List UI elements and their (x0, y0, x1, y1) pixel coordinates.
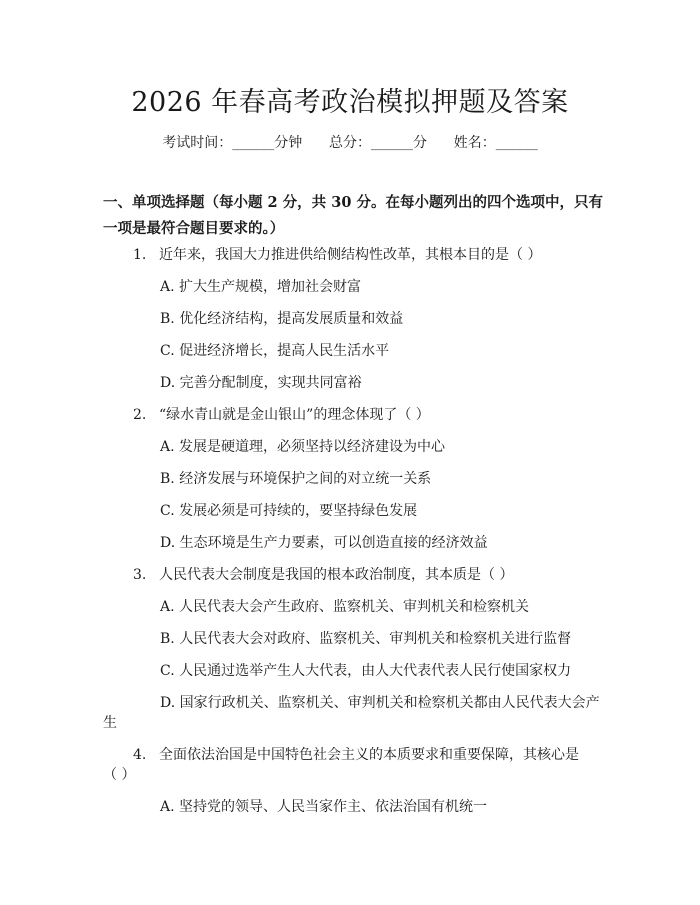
exam-info: 考试时间：______分钟 总分：______分 姓名：______ (162, 135, 538, 151)
question-stem: 人民代表大会制度是我国的根本政治制度，其本质是（ ） (159, 567, 514, 583)
option-c: C. 人民通过选举产生人大代表，由人大代表代表人民行使国家权力 (160, 663, 572, 679)
question-1 (133, 244, 541, 264)
question-number: 1. (133, 247, 147, 263)
question-stem-continuation: （ ） (103, 767, 136, 783)
question-stem: 近年来，我国大力推进供给侧结构性改革，其根本目的是（ ） (159, 247, 542, 263)
question-2 (133, 404, 430, 424)
question-stem: 全面依法治国是中国特色社会主义的本质要求和重要保障，其核心是 (159, 747, 579, 763)
option-d: D. 生态环境是生产力要素，可以创造直接的经济效益 (160, 535, 488, 551)
question-4 (133, 744, 579, 764)
question-number: 2. (133, 407, 147, 423)
option-a: A. 扩大生产规模，增加社会财富 (160, 279, 362, 295)
option-a: A. 发展是硬道理，必须坚持以经济建设为中心 (160, 439, 446, 455)
question-number: 3. (133, 567, 147, 583)
section-header: 一、单项选择题（每小题 2 分，共 30 分。在每小题列出的四个选项中，只有一项是最符合题目要求的。） (103, 194, 603, 237)
page-title: 2026 年春高考政治模拟押题及答案 (131, 87, 569, 118)
option-d: D. 完善分配制度，实现共同富裕 (160, 375, 362, 391)
option-a: A. 人民代表大会产生政府、监察机关、审判机关和检察机关 (160, 599, 530, 615)
option-c: C. 发展必须是可持续的，要坚持绿色发展 (160, 503, 418, 519)
option-a: A. 坚持党的领导、人民当家作主、依法治国有机统一 (160, 799, 488, 815)
question-stem: “绿水青山就是金山银山”的理念体现了（ ） (159, 407, 430, 423)
option-d-continuation: 生 (103, 715, 117, 731)
option-c: C. 促进经济增长，提高人民生活水平 (160, 343, 390, 359)
question-number: 4. (133, 747, 147, 763)
option-b: B. 优化经济结构，提高发展质量和效益 (160, 311, 404, 327)
question-3 (133, 564, 513, 584)
option-b: B. 经济发展与环境保护之间的对立统一关系 (160, 471, 432, 487)
option-b: B. 人民代表大会对政府、监察机关、审判机关和检察机关进行监督 (160, 631, 572, 647)
option-d: D. 国家行政机关、监察机关、审判机关和检察机关都由人民代表大会产 (160, 695, 600, 711)
